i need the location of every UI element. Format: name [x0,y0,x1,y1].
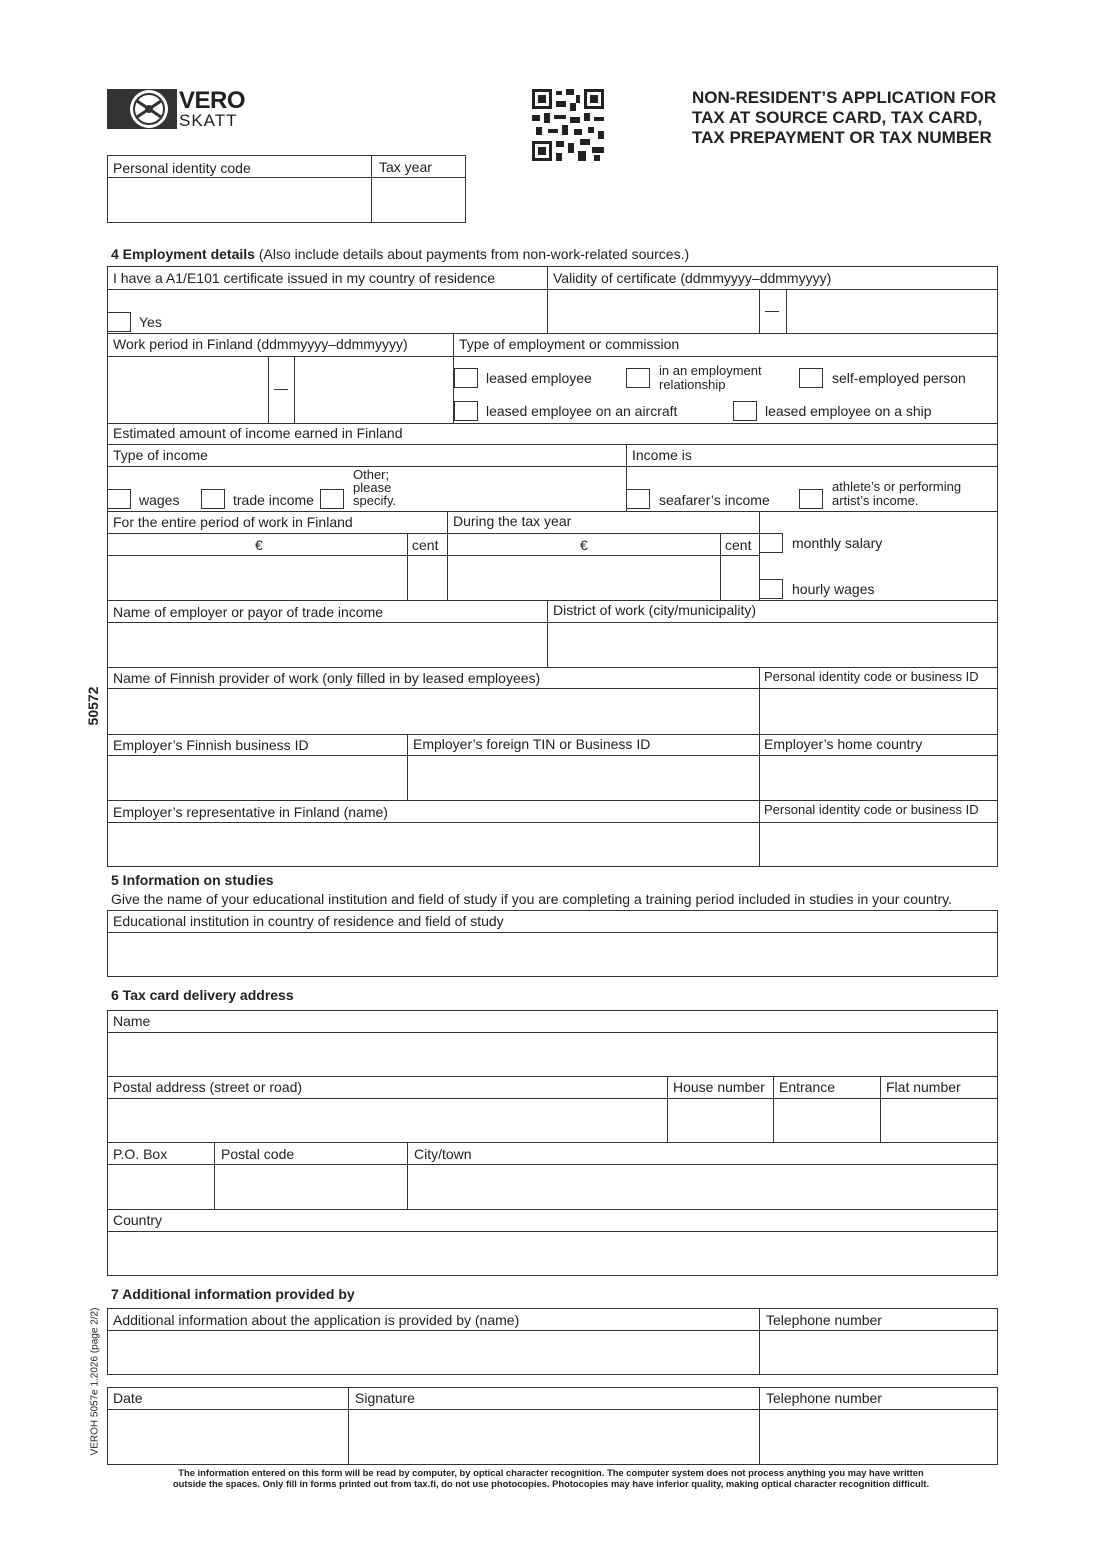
postal-code-label: Postal code [221,1146,295,1162]
postal-code-input[interactable] [216,1166,405,1207]
employer-finnish-bid-label: Employer’s Finnish business ID [113,737,309,753]
during-tax-year-label: During the tax year [453,513,572,529]
entire-period-euro-label: € [255,537,263,553]
form-title-line2: TAX AT SOURCE CARD, TAX CARD, [692,108,983,127]
form-title [692,88,996,148]
signature-input[interactable] [350,1411,757,1463]
date-label: Date [113,1390,143,1406]
employer-finnish-bid-input[interactable] [109,757,405,798]
tax-year-euro-label: € [580,537,588,553]
employer-rep-input[interactable] [109,824,757,865]
a1-yes-checkbox[interactable] [107,312,131,332]
po-box-input[interactable] [109,1166,212,1207]
qr-code [532,89,604,161]
telephone-label-2: Telephone number [766,1390,882,1406]
provider-pic-bid-input[interactable] [761,690,996,732]
tax-year-euro-input[interactable] [449,557,718,598]
self-employed-checkbox[interactable] [799,368,823,388]
leased-employee-checkbox[interactable] [454,368,478,388]
city-label: City/town [414,1146,472,1162]
section5-heading: 5 Information on studies [111,872,274,888]
section6-heading: 6 Tax card delivery address [111,987,294,1003]
postal-address-input[interactable] [109,1100,665,1140]
vero-skatt-logo [107,89,247,129]
other-label-3: specify. [353,493,397,508]
leased-aircraft-checkbox[interactable] [454,401,478,421]
form-number: 50572 [85,686,101,726]
logo-brand-bottom: SKATT [179,111,238,130]
provided-by-input[interactable] [109,1332,757,1373]
in-employment-label-2: relationship [659,377,726,392]
leased-aircraft-label: leased employee on an aircraft [486,403,678,419]
personal-identity-code-label: Personal identity code [113,160,251,176]
form-title-line1: NON-RESIDENT’S APPLICATION FOR [692,88,997,107]
name-input[interactable] [109,1034,996,1074]
other-income-specify-input[interactable] [405,468,624,510]
section7-heading: 7 Additional information provided by [111,1286,355,1302]
leased-employee-label: leased employee [486,370,592,386]
entire-period-label: For the entire period of work in Finland [113,514,353,530]
footer-line2: outside the spaces. Only fill in forms printed out from tax.fi, do not use photocopies. Photocopies may have inferior quality, making optical character recognition difficult. [172,1478,930,1489]
employer-name-label: Name of employer or payor of trade income [113,604,384,620]
date-input[interactable] [109,1411,346,1463]
employer-rep-label: Employer’s representative in Finland (name) [113,804,388,820]
wages-checkbox[interactable] [107,489,131,509]
country-label: Country [113,1212,163,1228]
flat-number-label: Flat number [886,1079,961,1095]
type-of-employment-label: Type of employment or commission [459,336,680,352]
signature-label: Signature [355,1390,415,1406]
city-input[interactable] [409,1166,996,1207]
employer-home-country-input[interactable] [761,757,996,798]
hourly-wages-checkbox[interactable] [759,579,783,599]
seafarer-income-label: seafarer’s income [659,492,770,508]
section4-heading: 4 Employment details (Also include details about payments from non-work-related sources.) [111,246,690,262]
district-label: District of work (city/municipality) [553,602,757,618]
provider-pic-bid-label: Personal identity code or business ID [764,669,979,684]
form-code: VEROH 5057e 1.2026 (page 2/2) [89,1307,101,1456]
entire-period-cent-input[interactable] [409,557,445,598]
employer-foreign-tin-label: Employer’s foreign TIN or Business ID [413,736,651,752]
other-income-checkbox[interactable] [320,489,344,509]
wages-label: wages [139,492,180,508]
flat-number-input[interactable] [882,1100,996,1140]
leased-ship-label: leased employee on a ship [765,403,932,419]
telephone-input-2[interactable] [761,1411,996,1463]
other-label-1: Other; [353,467,390,482]
income-is-label: Income is [632,447,692,463]
trade-income-checkbox[interactable] [201,489,225,509]
personal-identity-code-input[interactable] [109,179,369,221]
entire-period-euro-input[interactable] [109,557,405,598]
trade-income-label: trade income [233,492,314,508]
seafarer-income-checkbox[interactable] [626,489,650,509]
footer-line1: The information entered on this form will be read by computer, by optical character recognition. The computer system does not process anything you may have written [178,1467,924,1478]
self-employed-label: self-employed person [832,370,966,386]
finnish-provider-input[interactable] [109,690,757,732]
employer-foreign-tin-input[interactable] [409,757,757,798]
section5-instruction: Give the name of your educational institution and field of study if you are completing a training period included in studies in your country. [111,891,953,907]
in-employment-label-1: in an employment [659,363,762,378]
tax-year-input[interactable] [373,179,464,221]
po-box-label: P.O. Box [113,1146,168,1162]
logo-emblem-icon [107,89,177,129]
work-period-start-input[interactable] [109,358,266,421]
in-employment-checkbox[interactable] [626,368,650,388]
rep-pic-bid-label: Personal identity code or business ID [764,802,979,817]
house-number-label: House number [673,1079,765,1095]
monthly-salary-label: monthly salary [792,535,883,551]
athlete-income-label-2: artist’s income. [832,493,919,508]
form-title-line3: TAX PREPAYMENT OR TAX NUMBER [692,128,992,147]
tax-year-label: Tax year [379,159,432,175]
tax-year-cent-label: cent [725,537,752,553]
telephone-label-1: Telephone number [766,1312,882,1328]
a1-certificate-label: I have a A1/E101 certificate issued in my country of residence [113,270,496,286]
entrance-label: Entrance [779,1079,836,1095]
institution-input[interactable] [109,934,996,975]
hourly-wages-label: hourly wages [792,581,875,597]
house-number-input[interactable] [669,1100,771,1140]
athlete-income-label-1: athlete’s or performing [832,479,962,494]
provided-by-label: Additional information about the application is provided by (name) [113,1312,520,1328]
entire-period-cent-label: cent [412,537,439,553]
district-input[interactable] [549,624,996,665]
estimated-income-label: Estimated amount of income earned in Finland [113,425,403,441]
validity-start-input[interactable] [549,291,757,331]
a1-yes-label: Yes [139,314,162,330]
work-period-end-input[interactable] [296,358,451,421]
postal-address-label: Postal address (street or road) [113,1079,303,1095]
employer-home-country-label: Employer’s home country [764,736,923,752]
athlete-income-checkbox[interactable] [799,489,823,509]
type-of-income-label: Type of income [113,447,208,463]
other-label-2: please [353,480,392,495]
work-period-label: Work period in Finland (ddmmyyyy–ddmmyyyy) [113,336,408,352]
monthly-salary-checkbox[interactable] [759,533,783,553]
validity-label: Validity of certificate (ddmmyyyy–ddmmyyyy) [553,270,832,286]
rep-pic-bid-input[interactable] [761,824,996,865]
logo-brand-top: VERO [179,87,246,114]
leased-ship-checkbox[interactable] [733,401,757,421]
employer-name-input[interactable] [109,624,545,665]
institution-label: Educational institution in country of residence and field of study [113,913,504,929]
telephone-input-1[interactable] [761,1332,996,1373]
validity-end-input[interactable] [788,291,996,331]
footer-notice [104,1467,998,1489]
entrance-input[interactable] [775,1100,878,1140]
name-label: Name [113,1013,151,1029]
country-input[interactable] [109,1233,996,1274]
tax-year-cent-input[interactable] [722,557,757,598]
finnish-provider-label: Name of Finnish provider of work (only filled in by leased employees) [113,670,541,686]
